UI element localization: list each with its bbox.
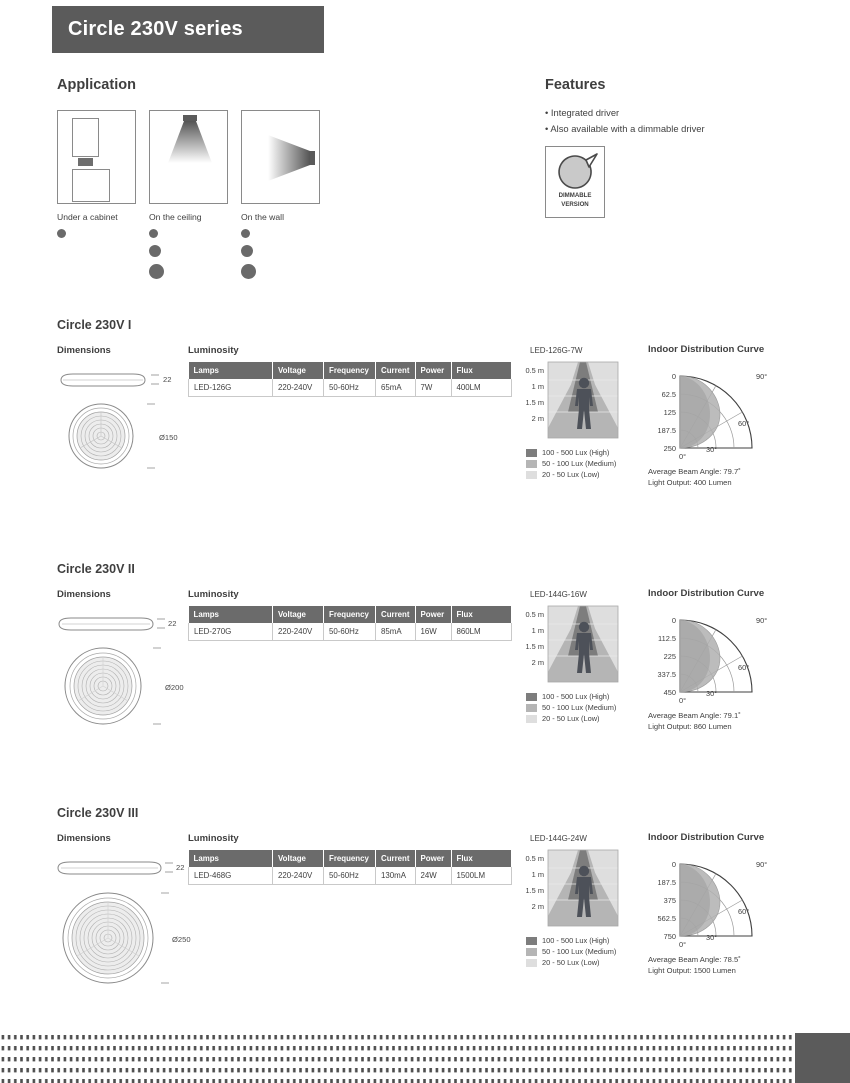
polar-scale-label: 0: [671, 372, 676, 381]
dimmable-bulb-icon: [546, 147, 604, 195]
application-heading: Application: [57, 77, 136, 93]
dimmable-version-badge: [545, 146, 605, 218]
legend-item: [526, 448, 630, 457]
polar-angle-label: 30°: [706, 689, 718, 698]
wall-beam-shape: [242, 111, 320, 204]
th-current: Current: [376, 362, 416, 379]
diameter-value: Ø150: [159, 433, 178, 442]
cell-current: 85mA: [376, 623, 416, 641]
polar-angle-label: 0°: [679, 696, 687, 704]
polar-curve-drawing: [648, 360, 808, 460]
polar-scale-label: 125: [663, 408, 676, 417]
table-header-row: [189, 606, 512, 623]
table-header-row: [189, 362, 512, 379]
legend-swatch-low: [526, 959, 537, 967]
cell-current: 130mA: [376, 867, 416, 885]
feature-item: • Integrated driver: [545, 107, 705, 118]
lux-model-label: LED-126G-7W: [530, 346, 583, 355]
thickness-value: 22: [163, 375, 172, 384]
legend-item: [526, 714, 630, 723]
top-view-shape: [63, 893, 153, 983]
features-heading: Features: [545, 77, 606, 93]
cell-frequency: 50-60Hz: [324, 379, 376, 397]
cell-frequency: 50-60Hz: [324, 867, 376, 885]
polar-angle-label: 60°: [738, 663, 750, 672]
lux-legend-3: [526, 936, 630, 967]
cell-power: 16W: [415, 623, 451, 641]
diameter-dimension: [147, 404, 178, 468]
polar-grid: [680, 864, 752, 936]
application-section: [57, 77, 320, 286]
application-caption: Under a cabinet: [57, 212, 118, 222]
side-view-shape: [61, 374, 145, 386]
dimmable-label-line2: VERSION: [561, 201, 589, 209]
cell-flux: 1500LM: [451, 867, 511, 885]
cell-lamps: LED-126G: [189, 379, 273, 397]
cell-frequency: 50-60Hz: [324, 623, 376, 641]
th-voltage: Voltage: [273, 606, 324, 623]
polar-grid: [680, 620, 752, 692]
size-dot: [149, 264, 164, 279]
room-height-label: 2 m: [531, 902, 544, 911]
legend-swatch-high: [526, 693, 537, 701]
legend-item: [526, 958, 630, 967]
polar-scale-label: 187.5: [657, 878, 676, 887]
beam-angle-note: Average Beam Angle: 78.5˚: [648, 955, 741, 964]
ceiling-spot-icon: [149, 110, 228, 204]
lux-legend-1: [526, 448, 630, 479]
dimensions-heading: Dimensions: [57, 345, 111, 356]
polar-curve-drawing: [648, 848, 808, 948]
top-view-shape: [69, 404, 133, 468]
polar-angle-label: 90°: [756, 616, 768, 625]
distribution-curve-title: Indoor Distribution Curve: [648, 832, 765, 843]
polar-angle-label: 0°: [679, 940, 687, 948]
polar-angle-label: 90°: [756, 860, 768, 869]
size-dot-group: [241, 229, 320, 279]
beam-angle-note: Average Beam Angle: 79.7˚: [648, 467, 741, 476]
wall-spot-icon: [241, 110, 320, 204]
lux-diagram-3: [520, 834, 630, 969]
size-dot: [241, 245, 253, 257]
legend-label: 20 - 50 Lux (Low): [542, 470, 600, 479]
legend-swatch-medium: [526, 704, 537, 712]
side-view-shape: [58, 862, 161, 874]
room-height-label: 1.5 m: [525, 398, 544, 407]
features-section: [545, 77, 705, 218]
application-icon-row: [57, 110, 320, 286]
legend-label: 50 - 100 Lux (Medium): [542, 703, 617, 712]
polar-scale-label: 750: [663, 932, 676, 941]
legend-swatch-low: [526, 471, 537, 479]
diameter-dimension: [153, 648, 184, 724]
polar-scale-label: 0: [671, 860, 676, 869]
features-list: [545, 107, 705, 134]
luminosity-table-3: [188, 850, 512, 885]
thickness-dimension: [165, 863, 184, 872]
under-cabinet-icon: [57, 110, 136, 204]
th-voltage: Voltage: [273, 850, 324, 867]
legend-swatch-high: [526, 449, 537, 457]
cell-voltage: 220-240V: [273, 623, 324, 641]
cell-power: 24W: [415, 867, 451, 885]
legend-item: [526, 459, 630, 468]
polar-scale-label: 250: [663, 444, 676, 453]
room-height-label: 0.5 m: [525, 366, 544, 375]
distribution-curve-title: Indoor Distribution Curve: [648, 344, 765, 355]
distribution-curve-3: [648, 832, 808, 977]
top-view-shape: [65, 648, 141, 724]
th-frequency: Frequency: [324, 606, 376, 623]
dimensions-drawing-2: [55, 608, 185, 733]
cell-flux: 400LM: [451, 379, 511, 397]
luminosity-table-1: [188, 362, 512, 397]
cabinet-lower-shape: [72, 169, 110, 202]
size-dot-group: [57, 229, 136, 238]
size-dot: [57, 229, 66, 238]
diameter-dimension: [161, 893, 191, 983]
distribution-curve-1: [648, 344, 808, 489]
lux-room-drawing: [520, 602, 630, 686]
room-height-label: 1 m: [531, 870, 544, 879]
feature-item: • Also available with a dimmable driver: [545, 123, 705, 134]
polar-angle-label: 60°: [738, 907, 750, 916]
legend-item: [526, 703, 630, 712]
cell-voltage: 220-240V: [273, 379, 324, 397]
legend-swatch-high: [526, 937, 537, 945]
legend-label: 50 - 100 Lux (Medium): [542, 947, 617, 956]
dimmable-label-line1: DIMMABLE: [558, 192, 592, 200]
legend-swatch-medium: [526, 460, 537, 468]
legend-label: 100 - 500 Lux (High): [542, 448, 610, 457]
th-current: Current: [376, 606, 416, 623]
dimensions-drawing-1: [55, 364, 185, 474]
polar-scale-label: 187.5: [657, 426, 676, 435]
table-header-row: [189, 850, 512, 867]
th-lamps: Lamps: [189, 850, 273, 867]
room-height-label: 1.5 m: [525, 886, 544, 895]
dimensions-drawing-3: [55, 852, 195, 992]
side-view-shape: [59, 618, 153, 630]
size-dot: [241, 229, 250, 238]
size-dot: [241, 264, 256, 279]
thickness-value: 22: [168, 619, 177, 628]
curve-notes-1: [648, 466, 808, 489]
legend-item: [526, 470, 630, 479]
curve-notes-3: [648, 954, 808, 977]
table-row: [189, 867, 512, 885]
cell-power: 7W: [415, 379, 451, 397]
lux-diagram-1: [520, 346, 630, 481]
room-height-label: 2 m: [531, 658, 544, 667]
legend-item: [526, 692, 630, 701]
product-title: Circle 230V I: [57, 318, 132, 332]
light-output-note: Light Output: 1500 Lumen: [648, 966, 736, 976]
th-flux: Flux: [451, 362, 511, 379]
th-current: Current: [376, 850, 416, 867]
ceiling-beam-shape: [150, 111, 228, 204]
size-dot: [149, 245, 161, 257]
room-height-label: 0.5 m: [525, 610, 544, 619]
size-dot: [149, 229, 158, 238]
luminosity-heading: Luminosity: [188, 345, 239, 356]
curve-notes-2: [648, 710, 808, 733]
application-caption: On the ceiling: [149, 212, 202, 222]
th-lamps: Lamps: [189, 606, 273, 623]
polar-scale-label: 0: [671, 616, 676, 625]
luminosity-heading: Luminosity: [188, 833, 239, 844]
legend-swatch-low: [526, 715, 537, 723]
lux-model-label: LED-144G-16W: [530, 590, 587, 599]
th-frequency: Frequency: [324, 362, 376, 379]
page-title-bar: [52, 6, 324, 53]
room-height-label: 0.5 m: [525, 854, 544, 863]
room-height-label: 1.5 m: [525, 642, 544, 651]
cell-lamps: LED-270G: [189, 623, 273, 641]
application-item-ceiling: [149, 110, 228, 286]
diameter-value: Ø250: [172, 935, 191, 944]
light-output-note: Light Output: 860 Lumen: [648, 722, 732, 732]
polar-angle-label: 30°: [706, 445, 718, 454]
legend-label: 20 - 50 Lux (Low): [542, 958, 600, 967]
footer-accent-block: [795, 1033, 850, 1083]
polar-angle-label: 60°: [738, 419, 750, 428]
room-height-label: 2 m: [531, 414, 544, 423]
legend-item: [526, 936, 630, 945]
th-power: Power: [415, 606, 451, 623]
polar-curve-drawing: [648, 604, 808, 704]
application-item-wall: [241, 110, 320, 286]
legend-label: 100 - 500 Lux (High): [542, 936, 610, 945]
th-flux: Flux: [451, 606, 511, 623]
thickness-value: 22: [176, 863, 185, 872]
polar-scale-label: 112.5: [658, 634, 676, 643]
size-dot-group: [149, 229, 228, 279]
cell-voltage: 220-240V: [273, 867, 324, 885]
luminosity-heading: Luminosity: [188, 589, 239, 600]
lux-legend-2: [526, 692, 630, 723]
polar-scale-label: 62.5: [661, 390, 676, 399]
application-caption: On the wall: [241, 212, 284, 222]
distribution-curve-2: [648, 588, 808, 733]
cabinet-lamp-shape: [78, 158, 93, 166]
th-flux: Flux: [451, 850, 511, 867]
thickness-dimension: [151, 375, 171, 384]
legend-swatch-medium: [526, 948, 537, 956]
lux-model-label: LED-144G-24W: [530, 834, 587, 843]
light-output-note: Light Output: 400 Lumen: [648, 478, 732, 488]
cell-lamps: LED-468G: [189, 867, 273, 885]
legend-label: 100 - 500 Lux (High): [542, 692, 610, 701]
polar-scale-label: 225: [663, 652, 676, 661]
cell-current: 65mA: [376, 379, 416, 397]
dimensions-heading: Dimensions: [57, 589, 111, 600]
application-item-under-cabinet: [57, 110, 136, 286]
dimensions-heading: Dimensions: [57, 833, 111, 844]
th-lamps: Lamps: [189, 362, 273, 379]
polar-angle-label: 30°: [706, 933, 718, 942]
lux-diagram-2: [520, 590, 630, 725]
footer-dot-pattern: [0, 1021, 850, 1083]
th-voltage: Voltage: [273, 362, 324, 379]
polar-angle-label: 90°: [756, 372, 768, 381]
room-height-label: 1 m: [531, 626, 544, 635]
diameter-value: Ø200: [165, 683, 184, 692]
luminosity-table-2: [188, 606, 512, 641]
polar-angle-label: 0°: [679, 452, 687, 460]
thickness-dimension: [157, 619, 176, 628]
th-power: Power: [415, 850, 451, 867]
legend-label: 50 - 100 Lux (Medium): [542, 459, 617, 468]
room-height-label: 1 m: [531, 382, 544, 391]
table-row: [189, 379, 512, 397]
cabinet-upper-shape: [72, 118, 99, 157]
polar-scale-label: 450: [663, 688, 676, 697]
th-frequency: Frequency: [324, 850, 376, 867]
lux-room-drawing: [520, 358, 630, 442]
polar-scale-label: 562.5: [657, 914, 676, 923]
beam-angle-note: Average Beam Angle: 79.1˚: [648, 711, 741, 720]
legend-item: [526, 947, 630, 956]
polar-scale-label: 337.5: [657, 670, 676, 679]
lux-room-drawing: [520, 846, 630, 930]
dimmable-badge-label: [546, 192, 604, 210]
page-title: Circle 230V series: [68, 18, 243, 40]
polar-grid: [680, 376, 752, 448]
distribution-curve-title: Indoor Distribution Curve: [648, 588, 765, 599]
product-title: Circle 230V III: [57, 806, 139, 820]
polar-scale-label: 375: [663, 896, 676, 905]
cell-flux: 860LM: [451, 623, 511, 641]
table-row: [189, 623, 512, 641]
legend-label: 20 - 50 Lux (Low): [542, 714, 600, 723]
product-title: Circle 230V II: [57, 562, 135, 576]
th-power: Power: [415, 362, 451, 379]
